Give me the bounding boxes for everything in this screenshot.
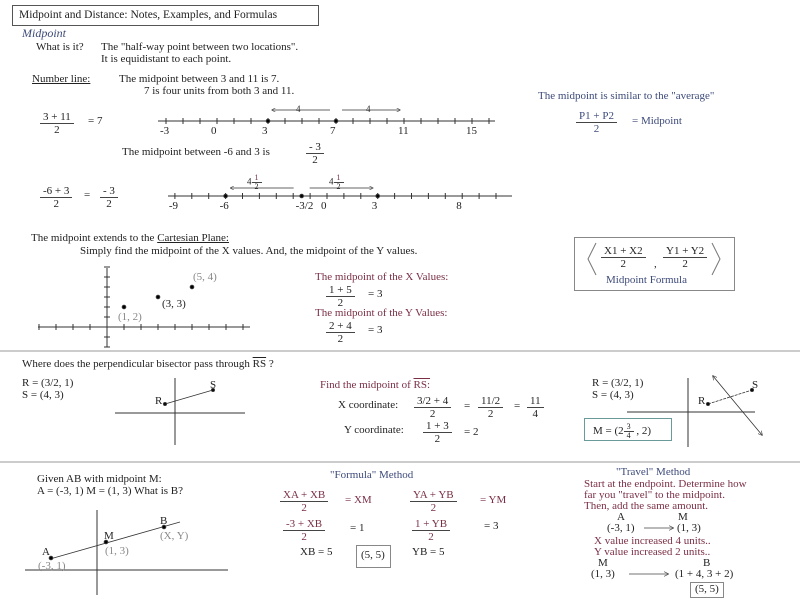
numline-text-1: The midpoint between 3 and 11 is 7. [119, 73, 280, 85]
find-midpoint-label: Find the midpoint of RS: [320, 379, 431, 391]
point-dot [156, 295, 160, 299]
arrow-label-2-right: 4 $\frac{1}{2}$ [329, 174, 344, 191]
point-m-coord: (1, 3) [105, 545, 129, 557]
formula-method-title: "Formula" Method [330, 469, 414, 481]
r-label: R [155, 395, 163, 407]
mid2-fraction: $\frac{- 3}{2}$ [306, 141, 324, 166]
y-midpoint-fraction: $\frac{2 + 4}{2}$ [326, 320, 355, 345]
travel-m-coord: (1, 3) [677, 522, 701, 534]
midpoint-heading: Midpoint [22, 26, 66, 40]
x-coordinate-label: X coordinate: [338, 399, 399, 411]
arrow-label-2-left: 4 $\frac{1}{2}$ [247, 174, 262, 191]
point-dot [266, 119, 270, 123]
tick-label: -3 [160, 125, 170, 137]
travel-method-title: "Travel" Method [616, 466, 691, 478]
travel-a-coord: (-3, 1) [607, 522, 635, 534]
mid2-text: The midpoint between -6 and 3 is [122, 146, 270, 158]
equals: = [464, 400, 471, 412]
x-midpoint-fraction: $\frac{1 + 5}{2}$ [326, 284, 355, 309]
eq2-equals: = [84, 189, 91, 201]
yc-result: = 2 [464, 426, 479, 438]
yb-result: YB = 5 [412, 546, 445, 558]
tick-label: 0 [321, 200, 327, 212]
xc-fraction-3: $\frac{11}{4}$ [527, 395, 544, 420]
average-note: The midpoint is similar to the "average" [538, 90, 715, 102]
point-a-coord: (-3, 1) [38, 560, 66, 572]
given-line-2: A = (-3, 1) M = (1, 3) What is B? [37, 485, 184, 497]
what-text-1: The "half-way point between two locations". [101, 41, 299, 53]
xc-fraction-1: $\frac{3/2 + 4}{2}$ [414, 395, 451, 420]
given-line-1: Given AB with midpoint M: [37, 473, 162, 485]
travel-a: A [617, 511, 625, 523]
y-midpoint-result: = 3 [368, 324, 383, 336]
arrow-label-left: 4 [296, 104, 301, 114]
tick-label: 3 [371, 200, 378, 212]
r-coord: R = (3/2, 1) [22, 377, 74, 389]
point-dot [122, 305, 126, 309]
eq2-result-fraction: $\frac{- 3}{2}$ [100, 185, 118, 210]
average-result: = Midpoint [632, 115, 682, 127]
fm-r2-left-result: = 1 [350, 522, 365, 534]
travel-b-expr: (1 + 4, 3 + 2) [675, 568, 734, 580]
fm-r2-right: $\frac{1 + YB}{2}$ [412, 518, 450, 543]
fm-r2-right-result: = 3 [484, 520, 499, 532]
xc-fraction-2: $\frac{11/2}{2}$ [478, 395, 503, 420]
fm-r1-left: $\frac{XA + XB}{2}$ [280, 489, 328, 514]
equals: = [514, 400, 521, 412]
x-midpoint-label: The midpoint of the X Values: [315, 271, 449, 283]
s-label-right: S [752, 379, 759, 391]
cartesian-text: Simply find the midpoint of the X values. And, the midpoint of the Y values. [80, 245, 418, 257]
travel-m: M [678, 511, 688, 523]
tick-label: 7 [330, 125, 336, 137]
point-dot [376, 194, 380, 198]
fm-r1-left-result: = XM [345, 494, 372, 506]
travel-line-1: Start at the endpoint. Determine how [584, 478, 747, 490]
point-b-coord: (X, Y) [160, 530, 189, 542]
fm-r2-left: $\frac{-3 + XB}{2}$ [283, 518, 325, 543]
point-dot [224, 194, 228, 198]
travel-m2-coord: (1, 3) [591, 568, 615, 580]
bisector-graph-left [115, 378, 245, 445]
travel-answer: (5, 5) [695, 583, 719, 595]
travel-line-3: Then, add the same amount. [584, 500, 709, 512]
point-b-label: B [160, 515, 168, 527]
s-coord: S = (4, 3) [22, 389, 64, 401]
number-line-label: Number line: [32, 73, 91, 85]
fm-r1-right-result: = YM [480, 494, 507, 506]
s-coord-right: S = (4, 3) [592, 389, 634, 401]
formula-caption: Midpoint Formula [606, 274, 687, 286]
tick-label: 0 [211, 125, 217, 137]
point-dot [334, 119, 338, 123]
x-midpoint-result: = 3 [368, 288, 383, 300]
arrow-label-right: 4 [366, 104, 371, 114]
eq2-fraction: $\frac{-6 + 3}{2}$ [40, 185, 72, 210]
average-fraction: $\frac{P1 + P2}{2}$ [576, 110, 617, 135]
cartesian-intro: The midpoint extends to the Cartesian Plane: [31, 232, 229, 244]
tick-label: -3/2 [295, 200, 314, 212]
bisector-question: Where does the perpendicular bisector pass through $\overline{RS}$ ? [22, 358, 274, 370]
formula-x: $\frac{X1 + X2}{2}$ [601, 245, 646, 270]
tick-label: 3 [262, 125, 268, 137]
travel-b: B [703, 557, 711, 569]
point-label: (1, 2) [118, 311, 142, 323]
fm-r1-right: $\frac{YA + YB}{2}$ [410, 489, 457, 514]
page-title: Midpoint and Distance: Notes, Examples, and Formulas [19, 9, 278, 21]
point-m-label: M [104, 530, 114, 542]
cartesian-plane [38, 267, 250, 347]
r-label-right: R [698, 395, 706, 407]
what-text-2: It is equidistant to each point. [101, 53, 232, 65]
tick-label: 8 [456, 200, 462, 212]
eq1-result: = 7 [88, 115, 103, 127]
what-label: What is it? [36, 41, 84, 53]
tick-label: 15 [466, 125, 477, 137]
s-label: S [210, 379, 217, 391]
y-midpoint-label: The midpoint of the Y Values: [315, 307, 448, 319]
formula-separator: , [654, 258, 657, 270]
x-increase: X value increased 4 units.. [594, 535, 711, 547]
y-increase: Y value increased 2 units.. [594, 546, 711, 558]
travel-line-2: far you "travel" to the midpoint. [584, 489, 725, 501]
point-label: (5, 4) [193, 271, 217, 283]
m-answer: M = (2 $\frac{3}{4}$ , 2) [593, 422, 652, 440]
tick-label: -9 [168, 200, 179, 212]
tick-label: 11 [398, 125, 409, 137]
point-a-label: A [42, 546, 50, 558]
y-coordinate-label: Y coordinate: [344, 424, 404, 436]
point-dot [300, 194, 304, 198]
yc-fraction: $\frac{1 + 3}{2}$ [423, 420, 452, 445]
xb-result: XB = 5 [300, 546, 333, 558]
number-line-1 [158, 110, 495, 124]
point-label: (3, 3) [162, 298, 186, 310]
point-dot [190, 285, 194, 289]
numline-text-2: 7 is four units from both 3 and 11. [144, 85, 295, 97]
r-coord-right: R = (3/2, 1) [592, 377, 644, 389]
formula-y: $\frac{Y1 + Y2}{2}$ [663, 245, 707, 270]
eq1-fraction: $\frac{3 + 11}{2}$ [40, 111, 74, 136]
travel-m2: M [598, 557, 608, 569]
tick-label: -6 [219, 200, 229, 212]
fm-answer: (5, 5) [361, 549, 385, 561]
